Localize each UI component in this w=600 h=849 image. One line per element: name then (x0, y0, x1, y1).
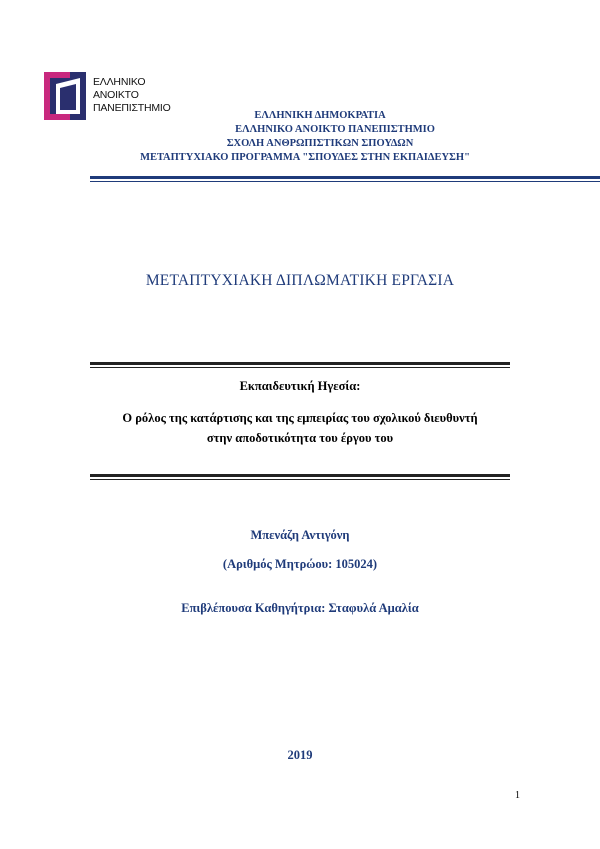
year: 2019 (287, 748, 313, 762)
header-republic: ΕΛΛΗΝΙΚΗ ΔΗΜΟΚΡΑΤΙΑ (254, 110, 386, 121)
title-box-top-rule-thin (90, 367, 510, 368)
header-university: ΕΛΛΗΝΙΚΟ ΑΝΟΙΚΤΟ ΠΑΝΕΠΙΣΤΗΜΙΟ (235, 124, 435, 135)
thesis-title-line-1: Ο ρόλος της κατάρτισης και της εμπειρίας του σχολικού διευθυντή (122, 411, 478, 425)
thesis-subject: Εκπαιδευτική Ηγεσία: (239, 379, 361, 393)
header-program: ΜΕΤΑΠΤΥΧΙΑΚΟ ΠΡΟΓΡΑΜΜΑ "ΣΠΟΥΔΕΣ ΣΤΗΝ ΕΚΠΑΙΔΕΥΣΗ" (140, 152, 470, 163)
registration-number: (Αριθμός Μητρώου: 105024) (222, 557, 378, 571)
title-box-top-rule (90, 362, 510, 365)
header-school: ΣΧΟΛΗ ΑΝΘΡΩΠΙΣΤΙΚΩΝ ΣΠΟΥΔΩΝ (226, 138, 414, 149)
page-number: 1 (515, 790, 520, 801)
thesis-title-line-2: στην αποδοτικότητα του έργου του (206, 431, 394, 445)
supervisor: Επιβλέπουσα Καθηγήτρια: Σταφυλά Αμαλία (181, 601, 419, 615)
author-name: Μπενάζη Αντιγόνη (250, 528, 350, 542)
logo-line-1: ΕΛΛΗΝΙΚΟ (93, 76, 146, 88)
header-divider-thick (90, 176, 600, 179)
university-logo-icon (40, 70, 90, 122)
thesis-title (0, 408, 600, 448)
document-type-title: ΜΕΤΑΠΤΥΧΙΑΚΗ ΔΙΠΛΩΜΑΤΙΚΗ ΕΡΓΑΣΙΑ (145, 272, 455, 289)
header-divider-thin (90, 181, 600, 182)
title-box-bottom-rule (90, 474, 510, 477)
logo-line-3: ΠΑΝΕΠΙΣΤΗΜΙΟ (93, 102, 171, 114)
logo-line-2: ΑΝΟΙΚΤΟ (93, 89, 139, 101)
title-box-bottom-rule-thin (90, 479, 510, 480)
